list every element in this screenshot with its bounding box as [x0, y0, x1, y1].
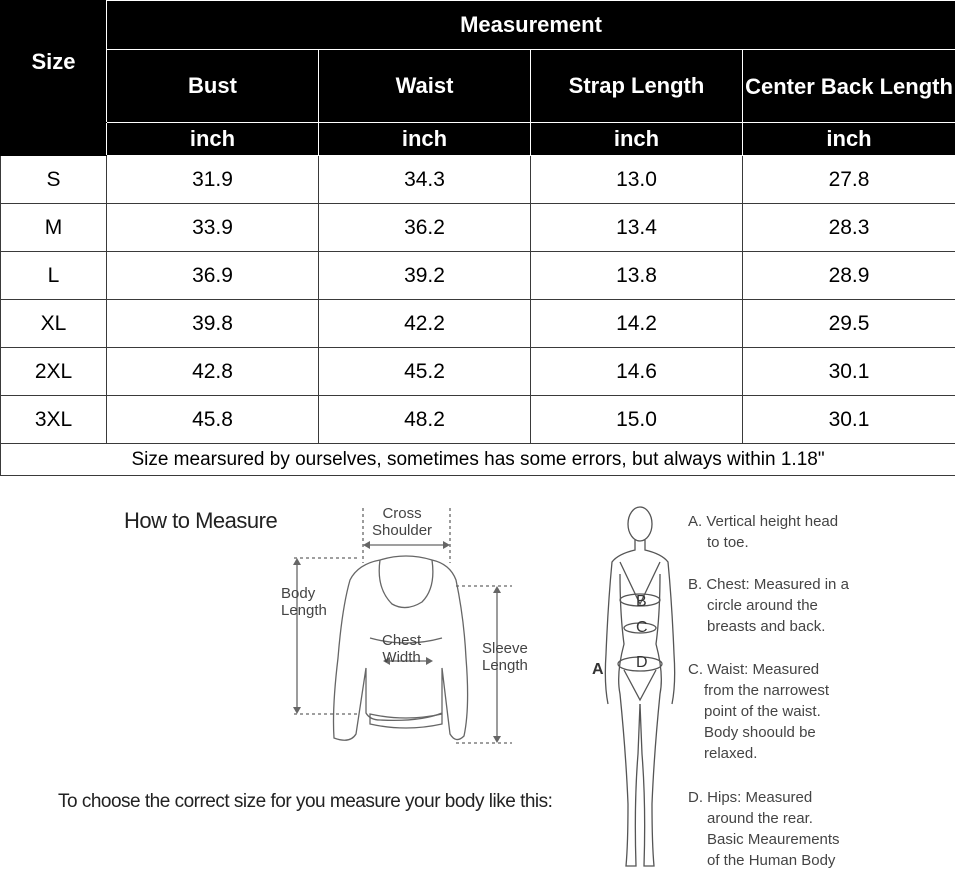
table-row [1, 396, 955, 444]
marker-c: C [636, 619, 648, 636]
how-to-measure-title: How to Measure [124, 508, 278, 533]
value-cell: 39.2 [319, 252, 531, 300]
value-cell: 29.5 [743, 300, 955, 348]
body-length-label: Body Length [281, 585, 327, 619]
value-cell: 13.0 [531, 156, 743, 204]
chest-width-label: Chest Width [382, 632, 422, 666]
body-figure-icon [598, 504, 678, 876]
size-cell: M [1, 204, 107, 252]
value-cell: 34.3 [319, 156, 531, 204]
value-cell: 13.4 [531, 204, 743, 252]
unit-label: inch [319, 123, 531, 156]
value-cell: 45.2 [319, 348, 531, 396]
sleeve-length-label: Sleeve Length [482, 640, 528, 674]
table-row [1, 252, 955, 300]
size-header: Size [1, 1, 107, 123]
value-cell: 36.2 [319, 204, 531, 252]
value-cell: 28.9 [743, 252, 955, 300]
column-header-bust: Bust [107, 50, 319, 123]
value-cell: 13.8 [531, 252, 743, 300]
value-cell: 14.6 [531, 348, 743, 396]
measurement-header: Measurement [107, 1, 955, 50]
marker-a: A [592, 661, 604, 678]
size-cell: XL [1, 300, 107, 348]
table-row [1, 156, 955, 204]
note-a: A. Vertical height head to toe. [688, 513, 839, 551]
column-header-center-back-length: Center Back Length [743, 50, 955, 123]
size-cell: 3XL [1, 396, 107, 444]
note-d: D. Hips: Measured around the rear. Basic Meaurements of the Human Body [688, 789, 840, 869]
value-cell: 15.0 [531, 396, 743, 444]
unit-spacer [1, 123, 107, 156]
note-b: B. Chest: Measured in a circle around the breasts and back. [688, 576, 849, 635]
table-row [1, 204, 955, 252]
value-cell: 31.9 [107, 156, 319, 204]
value-cell: 30.1 [743, 348, 955, 396]
value-cell: 30.1 [743, 396, 955, 444]
how-to-measure-section [0, 478, 955, 876]
unit-label: inch [743, 123, 955, 156]
measurement-error-note: Size mearsured by ourselves, sometimes has some errors, but always within 1.18" [1, 444, 955, 476]
value-cell: 45.8 [107, 396, 319, 444]
note-c: C. Waist: Measured from the narrowest point of the waist. Body shoould be relaxed. [688, 661, 830, 762]
value-cell: 39.8 [107, 300, 319, 348]
value-cell: 14.2 [531, 300, 743, 348]
marker-d: D [636, 654, 648, 671]
value-cell: 27.8 [743, 156, 955, 204]
value-cell: 48.2 [319, 396, 531, 444]
value-cell: 42.2 [319, 300, 531, 348]
table-row [1, 300, 955, 348]
marker-b: B [636, 593, 647, 610]
column-header-strap-length: Strap Length [531, 50, 743, 123]
value-cell: 42.8 [107, 348, 319, 396]
cross-shoulder-label: Cross Shoulder [372, 505, 433, 539]
size-cell: 2XL [1, 348, 107, 396]
shirt-diagram-icon [280, 508, 520, 748]
value-cell: 36.9 [107, 252, 319, 300]
size-cell: S [1, 156, 107, 204]
table-row [1, 348, 955, 396]
column-header-waist: Waist [319, 50, 531, 123]
unit-label: inch [107, 123, 319, 156]
size-cell: L [1, 252, 107, 300]
value-cell: 33.9 [107, 204, 319, 252]
value-cell: 28.3 [743, 204, 955, 252]
unit-label: inch [531, 123, 743, 156]
instruction-text: To choose the correct size for you measure your body like this: [58, 791, 553, 812]
